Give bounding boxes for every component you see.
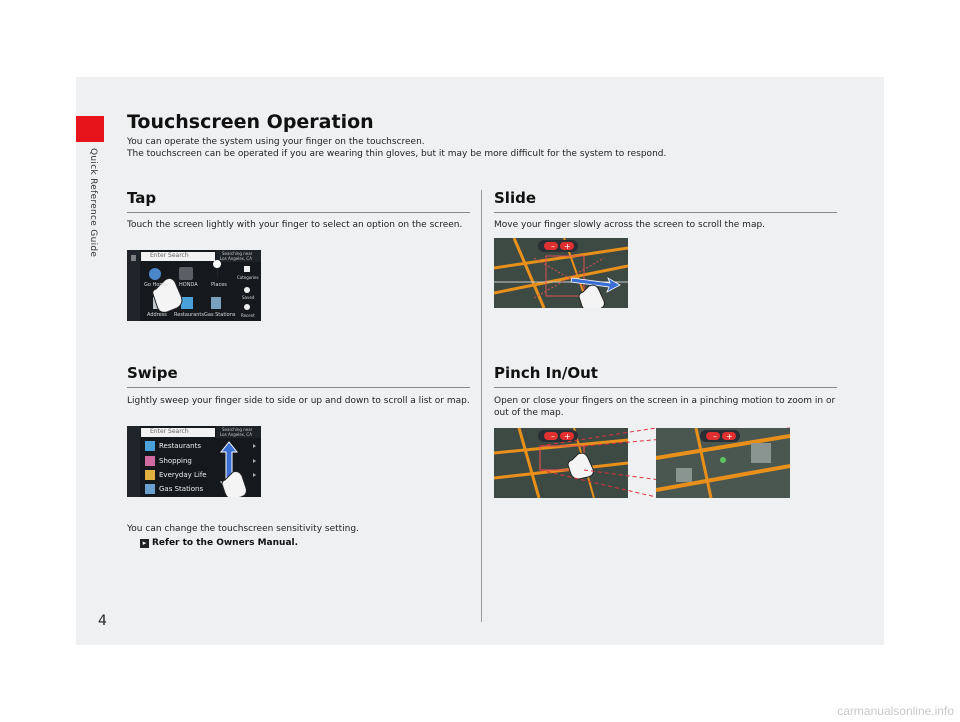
intro-line-2: The touchscreen can be operated if you are wearing thin gloves, but it may be more difficult for the system to respond. bbox=[127, 149, 667, 159]
tap-side-recent: Recent bbox=[241, 313, 255, 318]
tap-location: Los Angeles, CA bbox=[220, 256, 252, 261]
pinch-map-screenshot-2 bbox=[656, 428, 790, 498]
watermark: carmanualsonline.info bbox=[837, 704, 954, 718]
tap-side-categories: Categories bbox=[237, 275, 259, 280]
svg-text:+: + bbox=[564, 432, 571, 441]
tap-side-saved: Saved bbox=[242, 295, 255, 300]
tap-searching-near: Searching near bbox=[222, 251, 253, 256]
intro-text bbox=[127, 136, 847, 160]
slide-text: Move your finger slowly across the screen to scroll the map. bbox=[494, 220, 766, 230]
svg-text:+: + bbox=[564, 242, 571, 251]
swipe-screenshot bbox=[127, 426, 261, 497]
tap-item-honda: HONDA bbox=[179, 282, 198, 288]
reference-arrow-icon: ▸ bbox=[140, 539, 149, 548]
swipe-text: Lightly sweep your finger side to side or up and down to scroll a list or map. bbox=[127, 396, 470, 406]
slide-map-graphic bbox=[494, 238, 628, 308]
tap-item-go-home: Go Home bbox=[144, 282, 168, 288]
pinch-text: Open or close your fingers on the screen in a pinching motion to zoom in or out of the map. bbox=[494, 396, 836, 418]
page-title: Touchscreen Operation bbox=[127, 111, 374, 133]
pinch-map-graphic-2 bbox=[656, 428, 790, 498]
swipe-searching-near: Searching near bbox=[222, 427, 253, 432]
tap-rule bbox=[127, 212, 470, 213]
reference-text: Refer to the Owners Manual. bbox=[152, 538, 299, 548]
pinch-title: Pinch In/Out bbox=[494, 364, 598, 382]
tap-item-address: Address bbox=[147, 312, 167, 318]
swipe-title: Swipe bbox=[127, 364, 178, 382]
tap-item-gas-stations: Gas Stations bbox=[204, 312, 236, 318]
column-divider bbox=[481, 190, 482, 622]
swipe-search-placeholder: Enter Search bbox=[150, 428, 189, 435]
sensitivity-text: You can change the touchscreen sensitivity setting. bbox=[127, 524, 359, 534]
svg-text:–: – bbox=[551, 432, 555, 441]
tap-item-restaurants: Restaurants bbox=[174, 312, 204, 318]
swipe-row-everyday-life: Everyday Life bbox=[159, 471, 207, 479]
slide-title: Slide bbox=[494, 189, 536, 207]
tap-search-placeholder: Enter Search bbox=[150, 252, 189, 259]
swipe-row-restaurants: Restaurants bbox=[159, 442, 201, 450]
tap-item-places: Places bbox=[211, 282, 227, 288]
page-background bbox=[76, 77, 884, 645]
side-label: Quick Reference Guide bbox=[88, 148, 98, 258]
pinch-rule bbox=[494, 387, 837, 388]
tap-text: Touch the screen lightly with your finger to select an option on the screen. bbox=[127, 220, 463, 230]
svg-text:–: – bbox=[551, 242, 555, 251]
swipe-location: Los Angeles, CA bbox=[220, 432, 252, 437]
slide-rule bbox=[494, 212, 837, 213]
page-number: 4 bbox=[98, 613, 107, 629]
tap-screenshot bbox=[127, 250, 261, 321]
swipe-row-shopping: Shopping bbox=[159, 457, 192, 465]
intro-line-1: You can operate the system using your finger on the touchscreen. bbox=[127, 137, 425, 147]
reference-link[interactable] bbox=[140, 538, 298, 548]
swipe-row-gas-stations: Gas Stations bbox=[159, 485, 204, 493]
section-tab bbox=[76, 116, 104, 142]
tap-title: Tap bbox=[127, 189, 157, 207]
swipe-rule bbox=[127, 387, 470, 388]
svg-text:–: – bbox=[713, 432, 717, 441]
slide-map-screenshot bbox=[494, 238, 628, 308]
svg-text:+: + bbox=[726, 432, 733, 441]
